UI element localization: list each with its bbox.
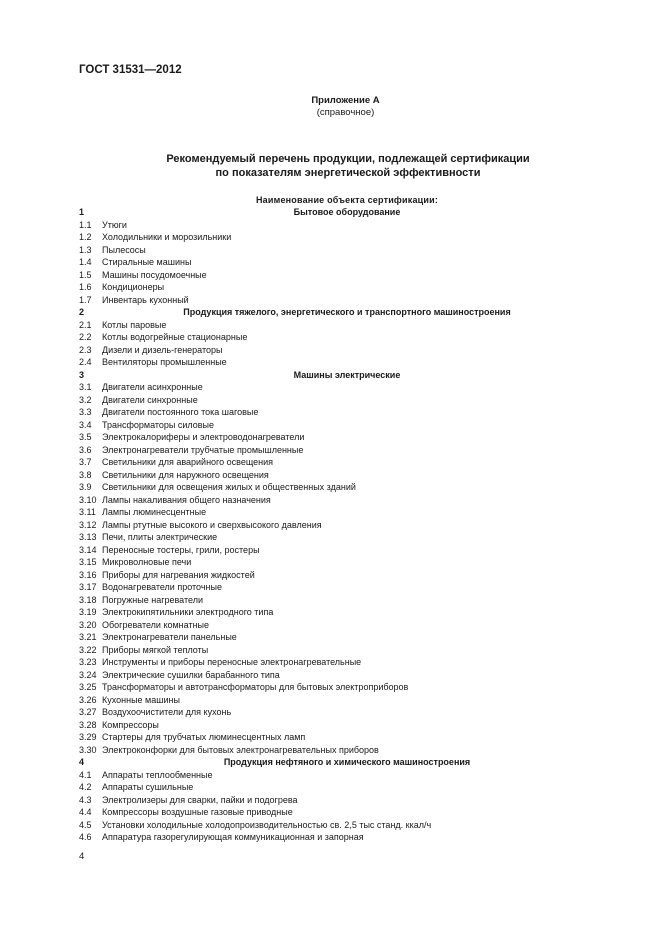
item-text: Котлы паровые [102,319,167,330]
list-item [79,569,615,582]
list-item [79,294,615,307]
list-item [79,494,615,507]
item-text: Кондиционеры [102,282,165,292]
item-text: Аппараты теплообменные [102,769,213,780]
item-text: Инвентарь кухонный [102,294,189,305]
item-text: Установки холодильные холодопроизводительностью св. 2,5 тыс станд. ккал/ч [102,819,432,830]
item-number: 4 [79,757,85,767]
item-number: 3.13 [79,532,97,542]
list-item [79,319,615,332]
item-number: 3.2 [79,394,92,405]
item-number: 1 [79,207,85,217]
certification-list [79,206,615,844]
item-text: Лампы ртутные высокого и сверхвысокого давления [102,519,322,530]
list-item [79,256,615,269]
item-text: Пылесосы [102,244,146,255]
list-item [79,619,615,632]
list-item [79,406,615,419]
item-text: Электрокалориферы и электроводонагреватели [102,432,305,442]
list-item [79,544,615,557]
list-item [79,681,615,694]
item-number: 1.7 [79,294,92,305]
list-item [79,244,615,257]
item-text: Трансформаторы силовые [102,419,215,430]
item-number: 3.7 [79,457,92,467]
item-number: 2 [79,307,85,317]
annex-subtitle: (справочное) [316,107,375,118]
item-number: 3.25 [79,682,97,692]
section-heading [79,369,615,382]
list-item [79,506,615,519]
list-item [79,469,615,482]
item-number: 3.27 [79,707,97,717]
item-text: Лампы накаливания общего назначения [102,494,271,505]
item-text: Приборы для нагревания жидкостей [102,569,255,580]
item-text: Приборы мягкой теплоты [102,644,209,655]
list-item [79,719,615,732]
item-text: Двигатели синхронные [102,394,198,405]
list-item [79,381,615,394]
list-item [79,831,615,844]
item-text: Продукция тяжелого, энергетического и транспортного машиностроения [183,307,511,317]
item-number: 3.23 [79,657,97,667]
item-text: Компрессоры [102,719,159,730]
item-number: 3.18 [79,594,97,605]
item-text: Печи, плиты электрические [102,532,218,542]
list-item [79,631,615,644]
item-number: 3.16 [79,569,97,580]
list-item [79,644,615,657]
item-text: Электрокипятильники электродного типа [102,607,274,617]
item-number: 3.20 [79,619,97,630]
list-item [79,606,615,619]
item-text: Холодильники и морозильники [102,232,232,242]
item-text: Аппараты сушильные [102,782,194,792]
item-number: 3.12 [79,519,97,530]
item-number: 3.10 [79,494,97,505]
list-item [79,731,615,744]
item-number: 1.2 [79,232,92,242]
list-item [79,344,615,357]
item-number: 3.4 [79,419,92,430]
item-number: 3 [79,369,85,380]
item-number: 3.9 [79,482,92,492]
item-number: 2.1 [79,319,92,330]
list-item [79,444,615,457]
item-number: 3.6 [79,444,92,455]
list-item [79,781,615,794]
item-text: Дизели и дизель-генераторы [102,344,223,355]
item-number: 3.17 [79,582,97,592]
list-item [79,281,615,294]
list-item [79,481,615,494]
item-text: Компрессоры воздушные газовые приводные [102,807,293,817]
item-number: 2.4 [79,357,92,367]
item-text: Стиральные машины [102,257,192,267]
item-text: Обогреватели комнатные [102,619,210,630]
section-heading [79,306,615,319]
item-text: Машины электрические [293,369,401,380]
item-text: Двигатели постоянного тока шаговые [102,407,259,417]
item-number: 3.8 [79,469,92,480]
list-item [79,806,615,819]
annex-title: Приложение А [311,95,380,106]
item-number: 3.24 [79,669,97,680]
list-item [79,231,615,244]
item-text: Вентиляторы промышленные [102,357,227,367]
item-number: 3.14 [79,544,97,555]
column-header: Наименование объекта сертификации: [255,195,439,205]
list-item [79,581,615,594]
list-item [79,531,615,544]
list-item [79,456,615,469]
item-text: Электронагреватели панельные [102,632,237,642]
page-title [0,152,661,180]
item-number: 2.2 [79,332,92,342]
item-text: Инструменты и приборы переносные электронагревательные [102,657,362,667]
section-heading [79,756,615,769]
item-number: 1.5 [79,269,92,280]
item-number: 3.29 [79,732,97,742]
list-item [79,331,615,344]
list-item [79,356,615,369]
section-heading [79,206,615,219]
list-item [79,219,615,232]
item-text: Переносные тостеры, грили, ростеры [102,544,260,555]
item-text: Воздухоочистители для кухонь [102,707,232,717]
annex-label [0,95,661,119]
list-item [79,819,615,832]
item-number: 1.4 [79,257,92,267]
item-number: 3.1 [79,382,92,392]
page-title-line-1: Рекомендуемый перечень продукции, подлежащей сертификации [166,153,530,165]
list-item [79,556,615,569]
list-item [79,656,615,669]
item-text: Электролизеры для сварки, пайки и подогрева [102,794,298,805]
list-item [79,669,615,682]
list-item [79,519,615,532]
item-text: Электроконфорки для бытовых электронагревательных приборов [102,744,379,755]
item-text: Электронагреватели трубчатые промышленные [102,444,304,455]
item-number: 1.6 [79,282,92,292]
item-text: Электрические сушилки барабанного типа [102,669,280,680]
item-number: 3.26 [79,694,97,705]
list-item [79,594,615,607]
item-text: Погружные нагреватели [102,594,203,605]
list-item [79,769,615,782]
item-number: 3.22 [79,644,97,655]
item-number: 3.15 [79,557,97,567]
item-number: 3.5 [79,432,92,442]
list-item [79,744,615,757]
page-number: 4 [79,851,85,862]
item-number: 3.28 [79,719,97,730]
list-item [79,431,615,444]
item-text: Аппаратура газорегулирующая коммуникационная и запорная [102,832,364,842]
list-item [79,394,615,407]
list-item [79,706,615,719]
page-title-line-2: по показателям энергетической эффективности [215,167,481,179]
item-number: 4.3 [79,794,92,805]
item-text: Машины посудомоечные [102,269,207,280]
list-item [79,419,615,432]
list-item [79,794,615,807]
item-number: 4.5 [79,819,92,830]
item-number: 3.30 [79,744,97,755]
item-number: 3.11 [79,507,96,517]
item-text: Водонагреватели проточные [102,582,222,592]
item-text: Светильники для аварийного освещения [102,457,274,467]
item-text: Трансформаторы и автотрансформаторы для бытовых электроприборов [102,682,409,692]
item-number: 3.19 [79,607,97,617]
item-number: 4.6 [79,832,92,842]
item-text: Продукция нефтяного и химического машиностроения [223,757,471,767]
item-text: Микроволновые печи [102,557,192,567]
item-number: 2.3 [79,344,92,355]
list-item [79,694,615,707]
document-code: ГОСТ 31531—2012 [79,64,182,76]
item-number: 1.1 [79,219,92,230]
list-item [79,269,615,282]
item-number: 1.3 [79,244,92,255]
item-text: Котлы водогрейные стационарные [102,332,248,342]
item-text: Двигатели асинхронные [102,382,203,392]
item-text: Лампы люминесцентные [102,507,207,517]
item-number: 4.1 [79,769,92,780]
item-text: Стартеры для трубчатых люминесцентных ламп [102,732,306,742]
item-text: Бытовое оборудование [293,207,401,217]
item-text: Светильники для освещения жилых и общественных зданий [102,482,356,492]
item-number: 4.4 [79,807,92,817]
item-text: Утюги [102,219,127,230]
item-number: 3.3 [79,407,92,417]
item-text: Светильники для наружного освещения [102,469,269,480]
item-number: 4.2 [79,782,92,792]
item-text: Кухонные машины [102,694,180,705]
item-number: 3.21 [79,632,97,642]
